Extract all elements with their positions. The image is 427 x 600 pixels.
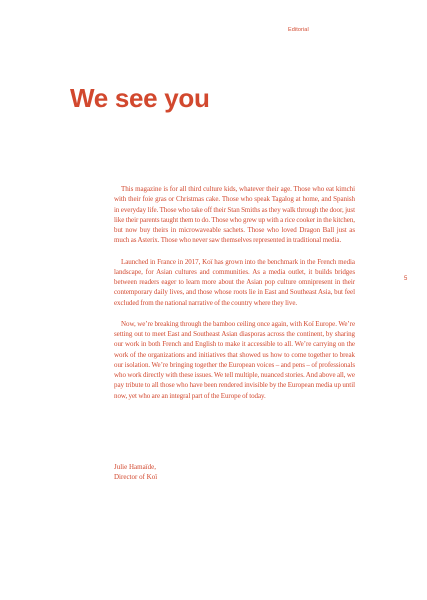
editorial-body (114, 184, 355, 412)
signature-name: Julie Hamaïde, (114, 463, 156, 471)
paragraph: Now, we’re breaking through the bamboo ceiling once again, with Koï Europe. We’re setting out to meet East and Southeast Asian diasporas across the continent, by sharing our work in both French and English to make it accessible to all. We’re carrying on the work of the organizations and initiatives that showed us how to come together to break our isolation. We’re bringing together the European voices – and pens – of professionals who work directly with these issues. We tell multiple, nuanced stories. And above all, we pay tribute to all those who have been rendered invisible by the European media up until now, yet who are an integral part of the Europe of today. (114, 319, 355, 400)
signature (114, 462, 157, 483)
paragraph: Launched in France in 2017, Koï has grown into the benchmark in the French media landscape, for Asian cultures and communities. As a media outlet, it builds bridges between readers eager to learn more about the Asian pop culture omnipresent in their contemporary daily lives, and those whose roots lie in East and Southeast Asia, but feel excluded from the national narrative of the country where they live. (114, 257, 355, 307)
page-title: We see you (70, 83, 210, 113)
page-number: 5 (404, 276, 408, 282)
signature-role: Director of Koï (114, 473, 158, 482)
paragraph: This magazine is for all third culture kids, whatever their age. Those who eat kimchi with their foie gras or Christmas cake. Those who speak Tagalog at home, and Spanish in everyday life. Those who take off their Stan Smiths as they walk through the door, just like their parents taught them to do. Those who grew up with a rice cooker in the kitchen, but now buy theirs in microwaveable sachets. Those who loved Dragon Ball just as much as Asterix. Those who never saw themselves represented in traditional media. (114, 185, 355, 245)
section-label: Editorial (288, 27, 309, 33)
